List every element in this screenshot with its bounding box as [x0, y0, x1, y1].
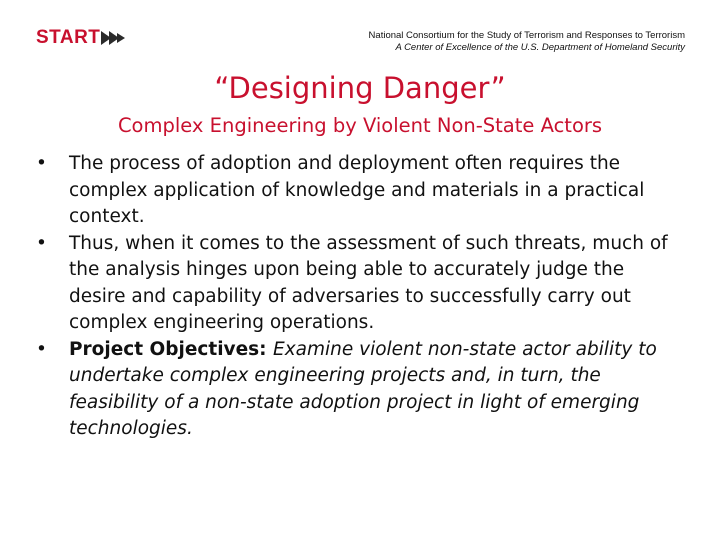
- logo-text: START: [36, 27, 101, 48]
- fast-forward-arrows-icon: [101, 30, 131, 46]
- bullet-text: The process of adoption and deployment often requires the complex application of knowledge and materials in a practical context.: [69, 153, 645, 227]
- organization-tagline: A Center of Excellence of the U.S. Department of Homeland Security: [395, 42, 685, 53]
- bullet-item: [36, 337, 686, 443]
- start-logo: [36, 28, 131, 47]
- objectives-label: Project Objectives:: [69, 338, 273, 360]
- bullet-glyph: •: [36, 338, 47, 360]
- bullet-glyph: •: [36, 232, 47, 254]
- slide-title: “Designing Danger”: [214, 71, 506, 105]
- bullet-glyph: •: [36, 153, 47, 174]
- bullet-list: [36, 151, 686, 443]
- slide-subtitle: Complex Engineering by Violent Non-State Actors: [117, 114, 603, 137]
- bullet-item: [36, 231, 686, 337]
- bullet-text: Thus, when it comes to the assessment of such threats, much of the analysis hinges upon being able to accurately judge the desire and capability of adversaries to successfully carry out complex engineering operations.: [69, 232, 668, 333]
- organization-header: [369, 30, 685, 54]
- organization-name: National Consortium for the Study of Terrorism and Responses to Terrorism: [368, 30, 685, 41]
- objectives-text: Examine violent non-state actor ability to undertake complex engineering projects and, in turn, the feasibility of a non-state adoption project in light of emerging technologies.: [69, 338, 657, 439]
- bullet-item: [36, 151, 686, 231]
